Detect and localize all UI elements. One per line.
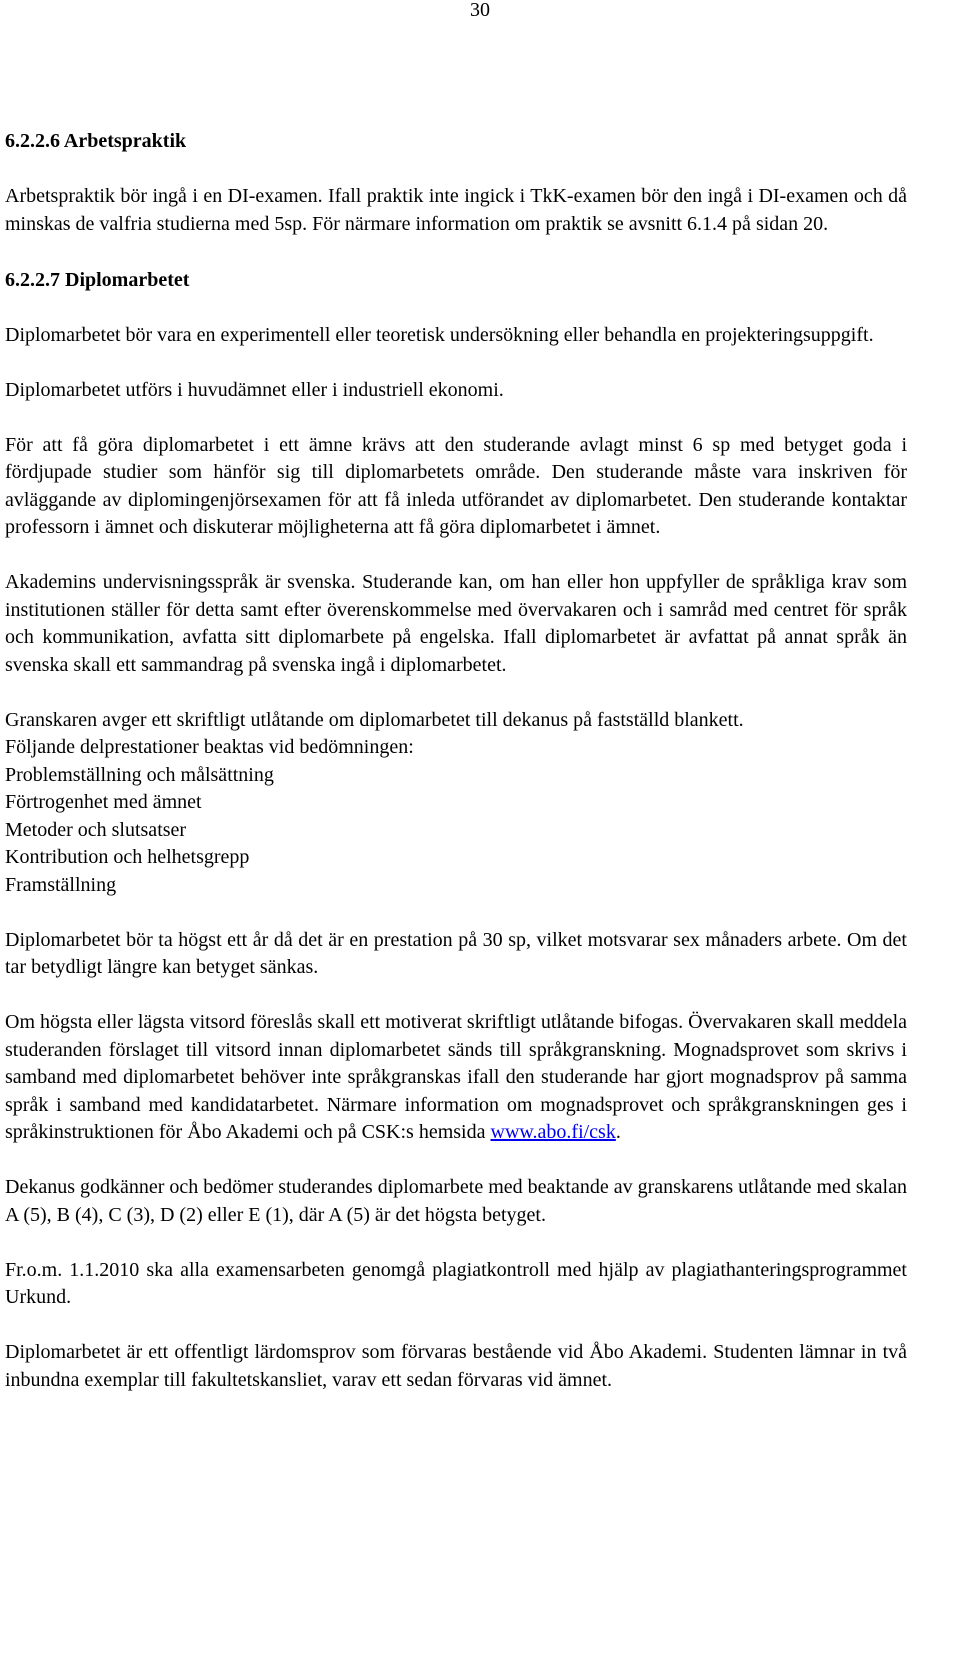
heading-diplomarbetet: 6.2.2.7 Diplomarbetet [5, 268, 190, 291]
paragraph-plagiarism: Fr.o.m. 1.1.2010 ska alla examensarbeten genomgå plagiatkontroll med hjälp av plagiathanteringsprogrammet Urkund. [5, 1258, 907, 1308]
csk-website-link[interactable]: www.abo.fi/csk [490, 1121, 616, 1143]
criteria-item: Förtrogenhet med ämnet [5, 791, 202, 813]
paragraph-assessment [5, 707, 907, 900]
page-number: 30 [470, 0, 490, 21]
criteria-item: Metoder och slutsatser [5, 818, 187, 841]
paragraph-language: Akademins undervisningsspråk är svenska. Studerande kan, om han eller hon uppfyller de språkliga krav som institutionen ställer för detta samt efter överenskommelse med övervakaren och i samråd med centret för språk och kommunikation, avfatta sitt diplomarbete på engelska. Ifall diplomarbetet är avfattat på annat språk än svenska skall ett sammandrag på svenska ingå i diplomarbetet. [5, 571, 907, 676]
assessment-intro: Följande delprestationer beaktas vid bedömningen: [5, 736, 414, 758]
paragraph-diplomarbetet-type: Diplomarbetet bör vara en experimentell eller teoretisk undersökning eller behandla en projekteringsuppgift. [5, 323, 874, 346]
paragraph-archiving: Diplomarbetet är ett offentligt lärdomsprov som förvaras bestående vid Åbo Akademi. Studenten lämnar in två inbundna exemplar till fakultetskansliet, varav ett sedan förvaras vid ämnet. [5, 1341, 907, 1391]
assessment-statement: Granskaren avger ett skriftligt utlåtande om diplomarbetet till dekanus på fastställd blankett. [5, 708, 744, 731]
grading-text: Om högsta eller lägsta vitsord föreslås skall ett motiverat skriftligt utlåtande bifogas. Övervakaren skall meddela studeranden förslaget till vitsord innan diplomarbetet sänds till språkgranskning. Mognadsprovet som skrivs i samband med diplomarbetet behöver inte språkgranskas ifall den studerande har gjort mognadsprov på samma språk i samband med kandidatarbetet. Närmare information om mognadsprovet och språkgranskningen ges i språkinstruktionen för Åbo Akademi och på CSK:s hemsida [5, 1011, 907, 1143]
paragraph-grading-scale: Dekanus godkänner och bedömer studerandes diplomarbete med beaktande av granskarens utlåtande med skalan A (5), B (4), C (3), D (2) eller E (1), där A (5) är det högsta betyget. [5, 1176, 907, 1226]
criteria-item: Kontribution och helhetsgrepp [5, 846, 250, 868]
criteria-item: Problemställning och målsättning [5, 763, 274, 786]
paragraph-diplomarbetet-requirements: För att få göra diplomarbetet i ett ämne krävs att den studerande avlagt minst 6 sp med betyget goda i fördjupade studier som hänför sig till diplomarbetets område. Den studerande måste vara inskriven för avläggande av diplomingenjörsexamen för att få inleda utförandet av diplomarbetet. Den studerande kontaktar professorn i ämnet och diskuterar möjligheterna att få göra diplomarbetet i ämnet. [5, 433, 907, 538]
criteria-item: Framställning [5, 873, 117, 896]
paragraph-grading-statement [5, 1009, 907, 1147]
grading-period: . [615, 1121, 621, 1143]
heading-arbetspraktik: 6.2.2.6 Arbetspraktik [5, 130, 187, 152]
paragraph-arbetspraktik: Arbetspraktik bör ingå i en DI-examen. Ifall praktik inte ingick i TkK-examen bör den ingå i DI-examen och då minskas de valfria studierna med 5sp. För närmare information om praktik se avsnitt 6.1.4 på sidan 20. [5, 185, 907, 235]
paragraph-duration: Diplomarbetet bör ta högst ett år då det är en prestation på 30 sp, vilket motsvarar sex månaders arbete. Om det tar betydligt längre kan betyget sänkas. [5, 928, 907, 978]
document-body [5, 127, 907, 1422]
paragraph-diplomarbetet-subject: Diplomarbetet utförs i huvudämnet eller i industriell ekonomi. [5, 378, 504, 401]
